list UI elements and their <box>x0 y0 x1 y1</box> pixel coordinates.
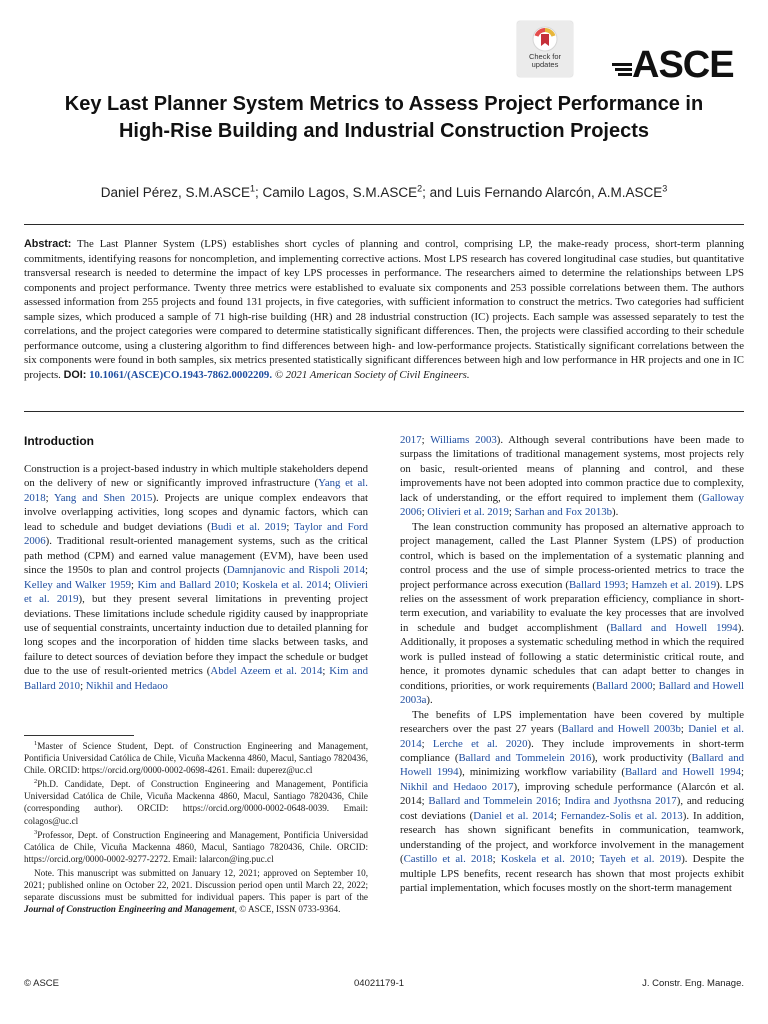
body-text: ; <box>45 491 54 504</box>
citation-link[interactable]: Ballard and Howell 1994 <box>610 621 738 634</box>
body-text: ). Although several contributions have been made to surpass the limitations of traditional management systems, most projects rely on basic, result-oriented means of planning and control, and these improvements have not been adopted into common practice due to complexity, lack of understanding, or the effort required to implement them ( <box>400 434 744 504</box>
citation-link[interactable]: Ballard and Howell 2003a <box>400 679 744 707</box>
author-separator: ; <box>255 185 263 200</box>
body-text: ; <box>508 506 515 519</box>
citation-link[interactable]: Indira and Jyothsna 2017 <box>564 795 677 808</box>
check-updates-icon <box>532 26 558 52</box>
footnote-1-text: Master of Science Student, Dept. of Construction Engineering and Management, Pontificia Universidad Católica de Chile, Vicuña Mackenna 4860, Macul, Santiago 7820436, Chile. ORCID: https://orcid.org/0000-0002-0698-4261. Email: duperez@uc.cl <box>24 741 368 776</box>
body-text: ). LPS relies on the assessment of work preparation efficiency, compliance in short-term execution, and variability to evaluate the key processes that are involved in schedule and budget accomplishment ( <box>400 578 744 634</box>
body-text: ), minimizing workflow variability ( <box>458 766 625 779</box>
body-text: Construction is a project-based industry in which multiple stakeholders depend on the delivery of new or significantly improved infrastructure ( <box>24 463 368 490</box>
body-text: ; <box>286 520 295 533</box>
footnote-3-text: Professor, Dept. of Construction Engineering and Management, Pontificia Universidad Católica de Chile, Vicuña Mackenna 4860, Macul, Santiago 7820436, Chile. ORCID: https://orcid.org/0000-0002-9277-2272. Email: lalarcon@ing.puc.cl <box>24 829 368 864</box>
body-text: ; <box>421 434 431 446</box>
citation-link[interactable]: Olivieri et al. 2019 <box>24 578 369 606</box>
body-text: ; <box>235 578 243 591</box>
journal-name: Journal of Construction Engineering and Management <box>24 904 235 915</box>
citation-link[interactable]: Kim and Ballard 2010 <box>137 578 236 591</box>
body-text: ). Projects are unique complex endeavors that involve overlapping activities, long scopes and dynamic factors, which can lead to schedule and budget deviations ( <box>24 491 368 533</box>
doi-label: DOI: <box>63 368 87 381</box>
footer-journal-abbrev: J. Constr. Eng. Manage. <box>642 978 744 989</box>
author-2-affiliation-mark: 2 <box>417 183 423 194</box>
citation-link[interactable]: Daniel et al. 2014 <box>400 723 744 750</box>
footnote-1 <box>24 740 368 776</box>
asce-logo-text: ASCE <box>632 44 734 82</box>
body-text: ), and reducing cost deviations ( <box>400 795 745 822</box>
paragraph <box>400 520 744 708</box>
body-text: ), work productivity ( <box>591 751 692 764</box>
body-text: The benefits of LPS implementation have been covered by multiple researchers over the past 27 years ( <box>400 708 744 736</box>
body-text: ). <box>612 506 619 519</box>
body-text: ; <box>80 679 86 692</box>
footnote-2 <box>24 778 368 826</box>
citation-link[interactable]: Lerche et al. 2020 <box>432 737 528 750</box>
citation-link[interactable]: Tayeh et al. 2019 <box>599 853 682 866</box>
body-text: ), improving schedule performance (Alarcón et al. 2014; <box>400 780 744 808</box>
citation-link[interactable]: Nikhil and Hedaoo 2017 <box>400 780 514 793</box>
paragraph <box>400 433 744 520</box>
citation-link[interactable]: Ballard 1993 <box>568 578 626 591</box>
body-text: ; <box>652 679 659 692</box>
body-text: ). In addition, research has shown significant benefits in communication, teamwork, understanding of the project, and workforce involvement in the management ( <box>400 809 745 866</box>
citation-link[interactable]: Ballard 2000 <box>596 679 653 692</box>
body-text: ). <box>426 694 433 707</box>
citation-link[interactable]: Ballard and Howell 1994 <box>400 751 744 779</box>
citation-link[interactable]: Abdel Azeem et al. 2014 <box>210 665 323 678</box>
citation-link[interactable]: Ballard and Tommelein 2016 <box>428 795 558 808</box>
citation-link[interactable]: Ballard and Tommelein 2016 <box>458 751 592 764</box>
body-text: ; <box>492 853 501 866</box>
footnote-2-mark: 2 <box>34 778 38 786</box>
footnote-2-text: Ph.D. Candidate, Dept. of Construction Engineering and Management, Pontificia Universidad Católica de Chile, Vicuña Mackenna 4860, Macul, Santiago 7820436, Chile (corresponding author). ORCID: https://orcid.org/0000-0002-0648-0039. Email: colagos@uc.cl <box>24 779 368 826</box>
doi-link[interactable]: 10.1061/(ASCE)CO.1943-7862.0002209. <box>89 368 273 381</box>
left-column <box>24 462 368 693</box>
citation-link[interactable]: Daniel et al. 2014 <box>473 809 554 822</box>
body-text: ; <box>322 665 330 678</box>
right-column <box>400 433 744 896</box>
footnotes <box>24 740 368 917</box>
author-list <box>40 184 728 201</box>
footnote-1-mark: 1 <box>34 739 38 747</box>
citation-link[interactable]: Taylor and Ford 2006 <box>24 520 368 548</box>
citation-link[interactable]: Koskela et al. 2014 <box>242 578 328 591</box>
body-text: ; <box>131 578 138 591</box>
citation-link[interactable]: Kelley and Walker 1959 <box>24 578 131 591</box>
paragraph <box>24 462 368 693</box>
abstract-bottom-rule <box>24 411 744 412</box>
citation-link[interactable]: Budi et al. 2019 <box>210 520 287 533</box>
manuscript-note-end: , © ASCE, ISSN 0733-9364. <box>234 904 341 915</box>
body-text: ). Despite the multiple LPS benefits, recent research has shown that most projects exhibit partial implementation, which focuses mostly on the short-term management <box>400 853 744 895</box>
body-text: ). They include improvements in short-term compliance ( <box>400 737 744 764</box>
citation-link[interactable]: Galloway 2006 <box>400 491 744 519</box>
body-text: ; <box>680 723 689 736</box>
manuscript-note-text: Note. This manuscript was submitted on January 12, 2021; approved on September 10, 2021; published online on October 22, 2021. Discussion period open until March 22, 2022; separate discussions must be submitted for individual papers. This paper is part of the <box>24 867 368 903</box>
footer-article-number: 04021179-1 <box>354 978 405 989</box>
body-text: ; <box>553 809 561 822</box>
author-3: Luis Fernando Alarcón, A.M.ASCE <box>455 185 663 200</box>
copyright-notice: © 2021 American Society of Civil Engineers. <box>274 368 470 381</box>
citation-link[interactable]: 2017 <box>400 434 422 446</box>
abstract-text: The Last Planner System (LPS) establishes short cycles of planning and control, comprising LP, the make-ready process, short-term planning commitments, identifying reasons for noncompletion, and implementing corrective actions. Most LPS research has covered longitudinal case studies, but quantitative transversal research is needed to determine the impact of key LPS processes in performance. The researchers aimed to determine the relationships between LPS components and project performance. Twenty three metrics were established to evaluate six components and 253 possible correlations between them. The authors assessed information from 255 projects and found 131 projects, in five categories, with sufficient information to construct the metrics. Two categories had sufficient sample sizes, which produced a sample of 71 high-rise building (HR) and 28 industrial construction (IC) projects. Each sample was assessed separately to test the correlations, and the project categories were compared to determine statistically significant differences. Then, the projects were classified according to their schedule performance outcome, using a clustering algorithm to find differences between high- and low-performance projects. Statistically significant correlations between the six components were found in both samples, six metrics presented statistically significant differences between high and low performance in HR projects and one in IC projects. <box>24 238 744 381</box>
citation-link[interactable]: Yang and Shen 2015 <box>53 491 153 504</box>
manuscript-note <box>24 867 368 915</box>
paragraph <box>400 708 744 896</box>
footer-publisher: © ASCE <box>24 978 59 989</box>
author-1: Daniel Pérez, S.M.ASCE <box>100 185 251 200</box>
author-1-affiliation-mark: 1 <box>250 183 256 194</box>
citation-link[interactable]: Nikhil and Hedaoo <box>85 679 168 692</box>
citation-link[interactable]: Sarhan and Fox 2013b <box>514 506 613 519</box>
asce-logo <box>612 40 744 82</box>
body-text: ; <box>625 578 632 591</box>
body-text: ; <box>557 795 565 808</box>
citation-link[interactable]: Olivieri et al. 2019 <box>427 506 509 519</box>
citation-link[interactable]: Hamzeh et al. 2019 <box>631 578 717 591</box>
citation-link[interactable]: Fernandez-Solis et al. 2013 <box>560 809 683 822</box>
paper-title: Key Last Planner System Metrics to Assess Project Performance in High-Rise Building and Industrial Construction Projects <box>64 93 704 142</box>
abstract-label: Abstract: <box>24 238 72 250</box>
body-text: ; <box>421 737 433 750</box>
footnote-3-mark: 3 <box>34 828 38 836</box>
body-text: ; <box>364 564 368 577</box>
citation-link[interactable]: Williams 2003 <box>430 434 497 446</box>
citation-link[interactable]: Koskela et al. 2010 <box>500 853 592 866</box>
citation-link[interactable]: Yang et al. 2018 <box>24 477 368 504</box>
body-text: The lean construction community has proposed an alternative approach to project management, called the Last Planner System (LPS) of production control, which is based on the implementation of a systematic planning and control process and the use of simple process-oriented metrics to trace the project performance across execution ( <box>400 520 744 591</box>
body-text: ; <box>327 578 335 591</box>
citation-link[interactable]: Damnjanovic and Rispoli 2014 <box>226 564 365 577</box>
citation-link[interactable]: Castillo et al. 2018 <box>403 853 493 866</box>
body-text: ). Additionally, it proposes a systematic scheduling method in which the required work is pulled instead of following a static deterministic critical route, and hence, it promotes dynamic schedules that can adapt better to changes in conditions, priorities, or work requirements ( <box>400 621 744 692</box>
citation-link[interactable]: Kim and Ballard 2010 <box>24 665 368 692</box>
section-heading-introduction: Introduction <box>24 434 94 448</box>
body-text: ). Traditional result-oriented management systems, such as the critical path method (CPM) and earned value management (EVM), have been used since the 1950s to plan and control projects ( <box>24 535 368 577</box>
body-text: ), but they present several limitations in preventing project deviations. These limitations include schedule rigidity caused by inappropriate use of sequential constraints, uncertainty induction due to detailed planning for long scopes and the incorporation of hidden time slacks between tasks, and failure to detect sources of deviation before they impact the schedule or budget due to the use of result-oriented metrics ( <box>24 593 368 678</box>
author-3-affiliation-mark: 3 <box>662 183 668 194</box>
body-text: ; <box>591 853 600 866</box>
abstract-top-rule <box>24 224 744 225</box>
footnote-3 <box>24 829 368 865</box>
footnote-rule <box>24 735 134 736</box>
citation-link[interactable]: Ballard and Howell 1994 <box>624 766 741 779</box>
author-separator: ; and <box>422 185 456 200</box>
check-updates-label: Check for updates <box>528 52 562 69</box>
body-text: ; <box>421 506 428 519</box>
citation-link[interactable]: Ballard and Howell 2003b <box>561 723 681 736</box>
check-for-updates-badge[interactable] <box>517 21 573 77</box>
body-text: ; <box>741 766 744 779</box>
abstract <box>24 237 744 382</box>
author-2: Camilo Lagos, S.M.ASCE <box>262 185 418 200</box>
